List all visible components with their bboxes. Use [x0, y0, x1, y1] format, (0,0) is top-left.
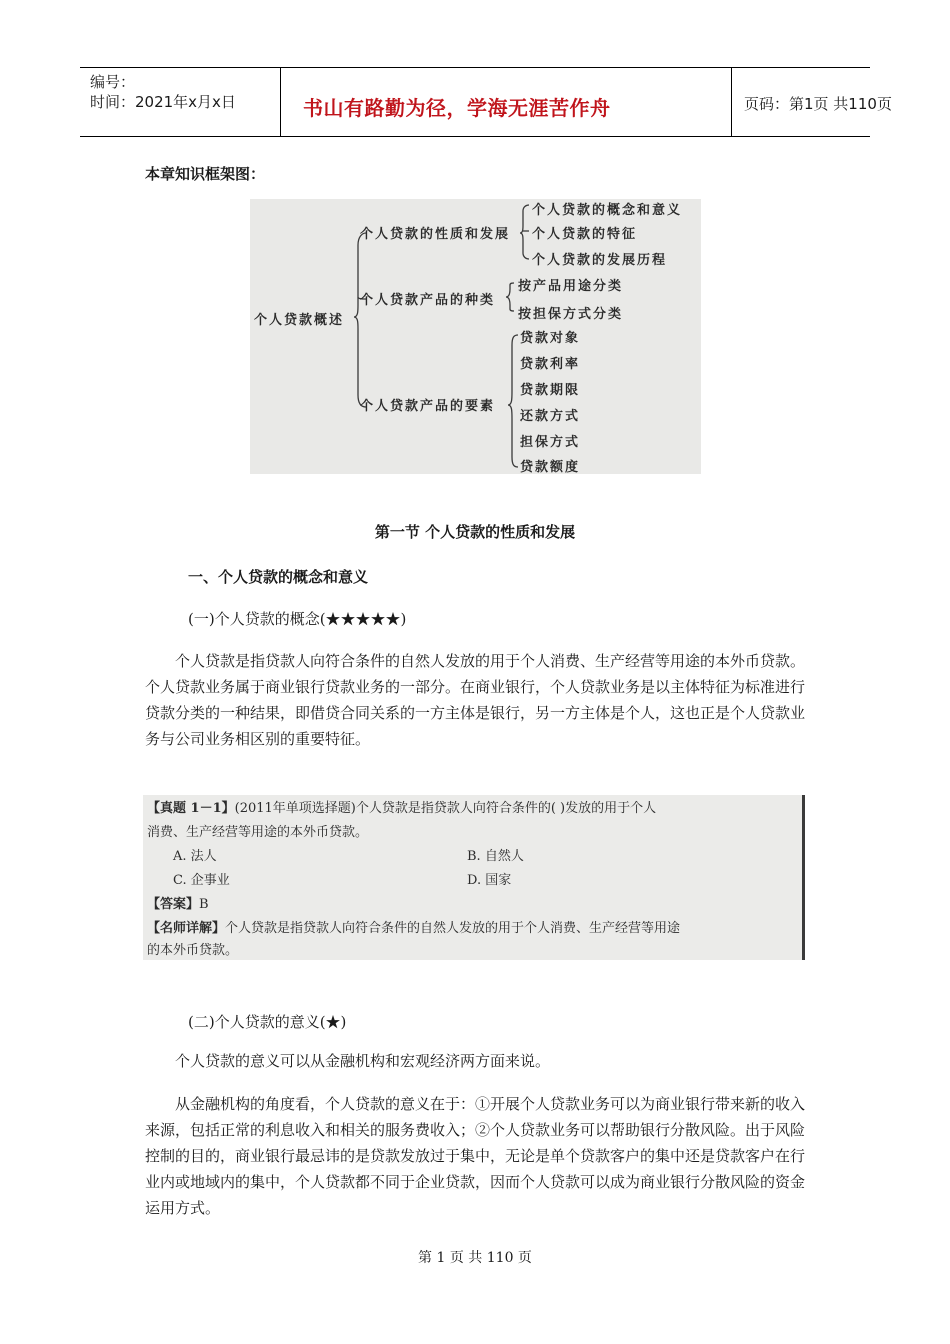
- scan-edge: [802, 795, 805, 960]
- page-footer: 第 1 页 共 110 页: [418, 1250, 532, 1266]
- option-a: A. 法人: [173, 849, 217, 864]
- mindmap-branch-1: 个人贷款的性质和发展: [360, 227, 511, 242]
- header-page-cell: [732, 68, 892, 136]
- question-tag: 【真题 1－1】: [147, 801, 235, 816]
- mindmap-leaf: 个人贷款的特征: [532, 227, 638, 242]
- mindmap-leaf: 贷款额度: [520, 460, 581, 474]
- knowledge-framework-diagram: [250, 199, 701, 474]
- answer-tag: 【答案】: [147, 897, 200, 912]
- answer-value: B: [199, 897, 209, 912]
- subheading-meaning: (二)个人贷款的意义(★): [188, 1013, 347, 1031]
- subheading-concept: (一)个人贷款的概念(★★★★★): [188, 610, 407, 628]
- explain-line: [147, 917, 801, 936]
- mindmap-branch-2: 个人贷款产品的种类: [360, 293, 496, 308]
- framework-label: 本章知识框架图：: [145, 165, 266, 183]
- paragraph-meaning-intro: 个人贷款的意义可以从金融机构和宏观经济两方面来说。: [175, 1052, 551, 1070]
- mindmap-leaf: 贷款期限: [520, 383, 581, 398]
- mindmap-leaf: 按担保方式分类: [518, 307, 624, 322]
- mindmap-leaf: 担保方式: [520, 435, 581, 450]
- option-c: C. 企事业: [173, 873, 230, 888]
- section-title: 第一节 个人贷款的性质和发展: [374, 523, 576, 541]
- question-line: [147, 797, 801, 816]
- explain-text-2: 的本外币贷款。: [147, 943, 239, 958]
- mindmap-leaf: 个人贷款的概念和意义: [532, 203, 683, 218]
- explain-tag: 【名师详解】: [147, 921, 226, 936]
- mindmap-leaf: 按产品用途分类: [518, 279, 624, 294]
- mindmap-leaf: 贷款利率: [520, 357, 581, 372]
- question-text-1: (2011年单项选择题)个人贷款是指贷款人向符合条件的( )发放的用于个人: [234, 801, 657, 816]
- header-meta-cell: [80, 68, 281, 136]
- mindmap-root: 个人贷款概述: [254, 313, 345, 328]
- question-text-2: 消费、生产经营等用途的本外币贷款。: [147, 825, 369, 840]
- mindmap-branch-3: 个人贷款产品的要素: [360, 399, 496, 414]
- mindmap-leaf: 贷款对象: [520, 331, 581, 346]
- explain-text-1: 个人贷款是指贷款人向符合条件的自然人发放的用于个人消费、生产经营等用途: [225, 921, 681, 936]
- motto-text: 书山有路勤为径，学海无涯苦作舟: [303, 96, 611, 120]
- mindmap-leaf: 还款方式: [520, 409, 581, 424]
- document-time-label: 时间：2021年x月x日: [90, 93, 236, 111]
- answer-line: [147, 893, 801, 912]
- page-header: [80, 67, 892, 137]
- mindmap-leaf: 个人贷款的发展历程: [532, 253, 668, 268]
- heading-concept-meaning: 一、个人贷款的概念和意义: [188, 568, 369, 586]
- paragraph-definition: 个人贷款是指贷款人向符合条件的自然人发放的用于个人消费、生产经营等用途的本外币贷款。个人贷款业务属于商业银行贷款业务的一部分。在商业银行，个人贷款业务是以主体特征为标准进行贷款分类的一种结果，即借贷合同关系的一方主体是银行，另一方主体是个人，这也正是个人贷款业务与公司业务相区别的重要特征。: [145, 652, 806, 748]
- page-indicator: 页码：第1页 共110页: [744, 95, 892, 113]
- document-number-label: 编号：: [90, 73, 136, 91]
- option-b: B. 自然人: [467, 849, 524, 864]
- header-motto-cell: [281, 68, 732, 136]
- exam-question-box: [143, 795, 805, 960]
- paragraph-financial-view: 从金融机构的角度看，个人贷款的意义在于：①开展个人贷款业务可以为商业银行带来新的收入来源，包括正常的利息收入和相关的服务费收入；②个人贷款业务可以帮助银行分散风险。出于风险控制的目的，商业银行最忌讳的是贷款发放过于集中，无论是单个贷款客户的集中还是贷款客户在行业内或地域内的集中，个人贷款都不同于企业贷款，因而个人贷款可以成为商业银行分散风险的资金运用方式。: [145, 1095, 806, 1217]
- option-d: D. 国家: [467, 873, 512, 888]
